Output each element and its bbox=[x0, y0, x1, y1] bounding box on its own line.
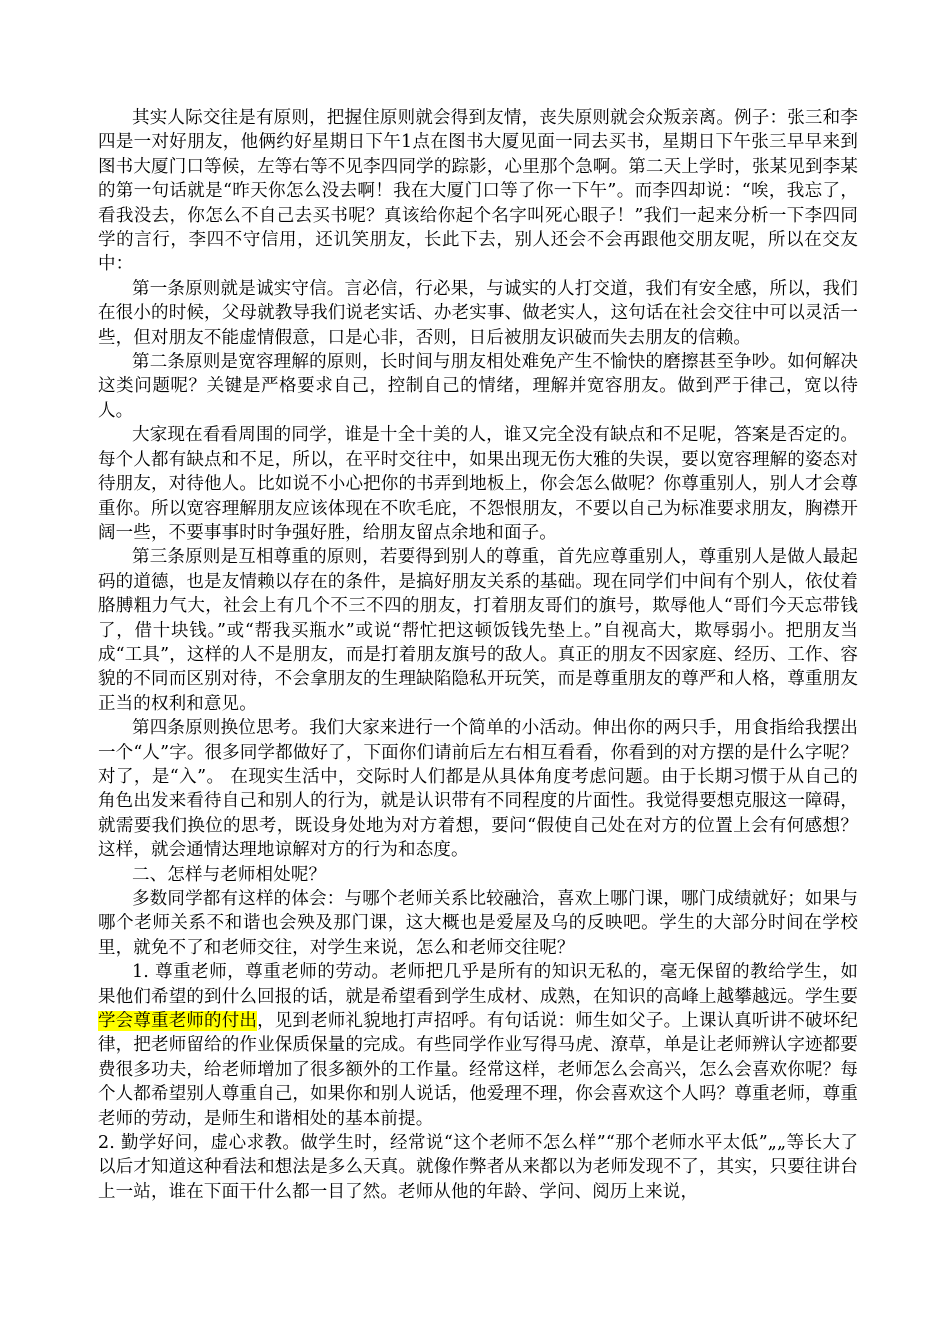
paragraph-study-humbly: 2. 勤学好问，虚心求教。做学生时，经常说“这个老师不怎么样”“那个老师水平太低”„„等长大了以后才知道这种看法和想法是多么天真。就像作弊者从来都以为老师发现不了，其实，只要往讲台上一站，谁在下面干什么都一目了然。老师从他的年龄、学问、阅历上来说， bbox=[98, 1133, 858, 1202]
highlighted-text: 学会尊重老师的付出 bbox=[98, 1011, 258, 1032]
paragraph-principle-4: 第四条原则换位思考。我们大家来进行一个简单的小活动。伸出你的两只手，用食指给我摆出一个“人”字。很多同学都做好了，下面你们请前后左右相互看看，你看到的对方摆的是什么字呢？对了，是“入”。 在现实生活中，交际时人们都是从具体角度考虑问题。由于长期习惯于从自己的角色出发来看待自己和别人的行为，就是认识带有不同程度的片面性。我觉得要想克服这一障碍，就需要我们换位的思考，既设身处地为对方着想，要问“假使自己处在对方的位置上会有何感想？这样，就会通情达理地谅解对方的行为和态度。 bbox=[98, 718, 858, 861]
paragraph-principle-1: 第一条原则就是诚实守信。言必信，行必果，与诚实的人打交道，我们有安全感，所以，我们在很小的时候，父母就教导我们说老实话、办老实事、做老实人，这句话在社会交往中可以灵活一些，但对朋友不能虚情假意，口是心非，否则，日后被朋友识破而失去朋友的信赖。 bbox=[98, 278, 858, 348]
paragraph-teachers-intro: 多数同学都有这样的体会：与哪个老师关系比较融洽，喜欢上哪门课，哪门成绩就好；如果与哪个老师关系不和谐也会殃及那门课，这大概也是爱屋及乌的反映吧。学生的大部分时间在学校里，就免不了和老师交往，对学生来说，怎么和老师交往呢？ bbox=[98, 889, 858, 958]
paragraph-principle-2: 第二条原则是宽容理解的原则，长时间与朋友相处难免产生不愉快的磨擦甚至争吵。如何解决这类问题呢？关键是严格要求自己，控制自己的情绪，理解并宽容朋友。做到严于律己，宽以待人。 bbox=[98, 352, 858, 421]
paragraph-intro: 其实人际交往是有原则，把握住原则就会得到友情，丧失原则就会众叛亲离。例子：张三和李四是一对好朋友，他俩约好星期日下午1点在图书大厦见面一同去买书，星期日下午张三早早来到图书大厦门口等候，左等右等不见李四同学的踪影，心里那个急啊。第二天上学时，张某见到李某的第一句话就是“昨天你怎么没去啊！我在大厦门口等了你一下午”。而李四却说：“唉，我忘了，看我没去，你怎么不自己去买书呢？真该给你起个名字叫死心眼子！”我们一起来分析一下李四同学的言行，李四不守信用，还讥笑朋友，长此下去，别人还会不会再跟他交朋友呢，所以在交友中： bbox=[98, 108, 858, 275]
respect-text-start: 1. 尊重老师，尊重老师的劳动。老师把几乎是所有的知识无私的，毫无保留的教给学生，如果他们希望的到什么回报的话，就是希望看到学生成材、成熟，在知识的高峰上越攀越远。学生要 bbox=[98, 962, 858, 1007]
paragraph-principle-3: 第三条原则是互相尊重的原则，若要得到别人的尊重，首先应尊重别人，尊重别人是做人最起码的道德，也是友情赖以存在的条件，是搞好朋友关系的基础。现在同学们中间有个别人，依仗着胳膊粗力气大，社会上有几个不三不四的朋友，打着朋友哥们的旗号，欺辱他人“哥们今天忘带钱了，借十块钱。”或“帮我买瓶水”或说“帮忙把这顿饭钱先垫上。”自视高大，欺辱弱小。把朋友当成“工具”，这样的人不是朋友，而是打着朋友旗号的敌人。真正的朋友不因家庭、经历、工作、容貌的不同而区别对待，不会拿朋友的生理缺陷隐私开玩笑，而是尊重朋友的尊严和人格，尊重朋友正当的权利和意见。 bbox=[98, 547, 858, 714]
section-heading-teachers: 二、怎样与老师相处呢？ bbox=[132, 864, 327, 885]
document-body bbox=[98, 106, 858, 1204]
paragraph-tolerance: 大家现在看看周围的同学，谁是十全十美的人，谁又完全没有缺点和不足呢，答案是否定的。每个人都有缺点和不足，所以，在平时交往中，如果出现无伤大雅的失误，要以宽容理解的姿态对待朋友，对待他人。比如说不小心把你的书弄到地板上，你会怎么做呢？你尊重别人，别人才会尊重你。所以宽容理解朋友应该体现在不吹毛庇，不怨恨朋友，不要以自己为标准要求朋友，胸襟开阔一些，不要事事时时争强好胜，给朋友留点余地和面子。 bbox=[98, 425, 858, 543]
paragraph-respect-teachers bbox=[98, 960, 858, 1131]
respect-text-end: ，见到老师礼貌地打声招呼。有句话说：师生如父子。上课认真听讲不破坏纪律，把老师留给的作业保质保量的完成。有些同学作业写得马虎、潦草，单是让老师辨认字迹都要费很多功夫，给老师增加了很多额外的工作量。经常这样，老师怎么会高兴，怎么会喜欢你呢？每个人都希望别人尊重自己，如果你和别人说话，他爱理不理，你会喜欢这个人吗？尊重老师，尊重老师的劳动，是师生和谐相处的基本前提。 bbox=[98, 1011, 858, 1129]
